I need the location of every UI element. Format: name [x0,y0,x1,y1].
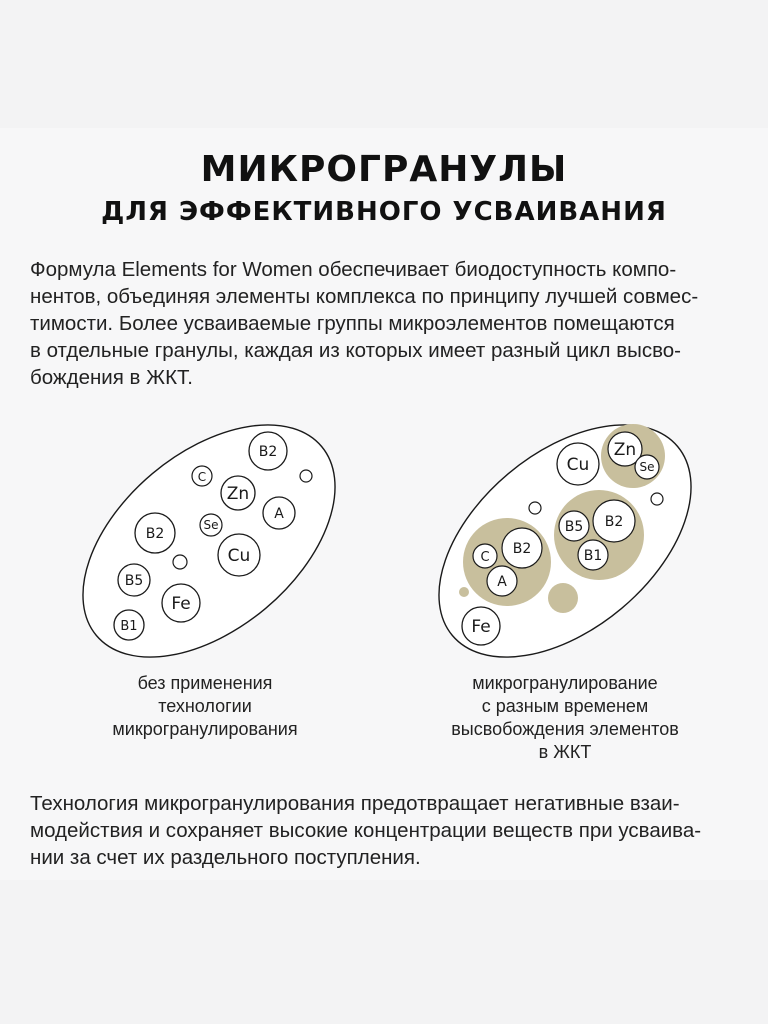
micro-dot [529,502,541,514]
svg-text:B2: B2 [512,541,532,557]
caption-line: без применения [137,673,273,693]
outro-line: нии за счет их раздельного поступления. [30,846,421,869]
outro-line: Технология микрогранулирования предотвращает негативные взаи- [30,792,680,815]
svg-text:Fe: Fe [471,617,491,637]
granule-zn [221,476,255,510]
svg-text:B2: B2 [145,526,165,542]
caption-line: с разным временем [481,696,649,716]
svg-text:A: A [497,574,507,590]
granule-b1 [114,610,144,640]
granule-se [200,514,222,536]
svg-text:Fe: Fe [171,594,191,614]
capsule-outline [40,400,378,680]
page-title: МИКРОГРАНУЛЫ [200,149,568,190]
granule-b2-top [249,432,287,470]
svg-text:B2: B2 [604,514,624,530]
micro-dot [651,493,663,505]
svg-text:B5: B5 [564,519,584,535]
micro-dot [173,555,187,569]
svg-text:B1: B1 [120,619,138,634]
granule-cu [557,443,599,485]
granule-fe [162,584,200,622]
svg-text:Zn: Zn [613,440,637,460]
svg-text:B1: B1 [583,548,603,564]
granule-b5 [118,564,150,596]
intro-line: Формула Elements for Women обеспечивает биодоступность компо- [30,258,677,281]
granule-a [263,497,295,529]
svg-text:Cu: Cu [227,546,251,566]
svg-text:Se: Se [203,518,219,532]
microgranule-b5-b2-b1 [554,490,644,580]
caption-with-microgranules [420,672,710,764]
outro-line: модействия и сохраняет высокие концентрации веществ при усваива- [30,819,702,842]
intro-line: нентов, объединяя элементы комплекса по принципу лучшей совмес- [30,285,699,308]
granule-fe [462,607,500,645]
microgranule-zn-se [601,424,665,488]
svg-text:Zn: Zn [226,484,250,504]
granules-diagram [0,400,768,680]
caption-line: микрогранулирование [472,673,658,693]
intro-paragraph [30,256,742,391]
caption-line: в ЖКТ [538,742,592,762]
capsule-with-microgranules [396,400,734,680]
svg-text:C: C [480,550,490,565]
intro-line: бождения в ЖКТ. [30,366,193,389]
svg-text:B5: B5 [124,573,144,589]
outro-paragraph [30,790,742,871]
granule-cu [218,534,260,576]
microgranule-c-b2-a [463,518,551,606]
intro-line: тимости. Более усваиваемые группы микроэлементов помещаются [30,312,675,335]
granule-c [192,466,212,486]
svg-text:B2: B2 [258,444,278,460]
intro-line: в отдельные гранулы, каждая из которых имеет разный цикл высво- [30,339,681,362]
svg-text:C: C [197,470,207,484]
svg-text:Se: Se [639,460,655,474]
caption-line: технологии [158,696,252,716]
capsule-without-microgranules [40,400,378,680]
caption-line: микрогранулирования [112,719,298,739]
micro-dot-filled [459,587,469,597]
svg-text:Cu: Cu [566,455,590,475]
page-subtitle: ДЛЯ ЭФФЕКТИВНОГО УСВАИВАНИЯ [101,197,667,227]
svg-text:A: A [274,506,284,522]
micro-dot [300,470,312,482]
granule-b2 [135,513,175,553]
micro-dot-filled [548,583,578,613]
caption-line: высвобождения элементов [451,719,679,739]
caption-without-microgranules [70,672,340,741]
